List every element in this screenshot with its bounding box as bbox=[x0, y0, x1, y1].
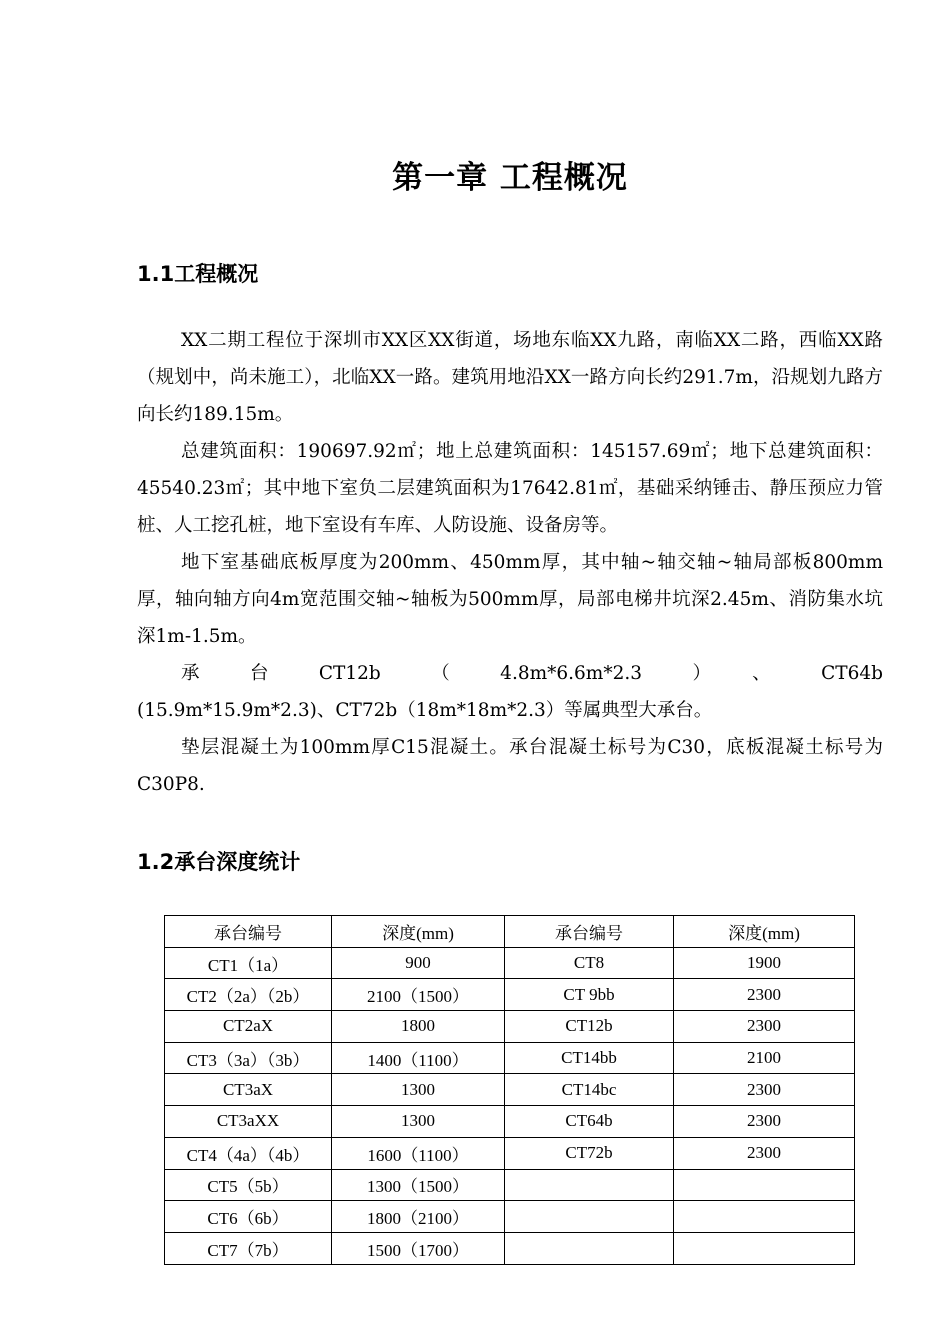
table-cell: CT5（5b） bbox=[165, 1169, 332, 1201]
table-cell bbox=[505, 1201, 674, 1233]
pile-cap-depth-table bbox=[164, 915, 855, 1265]
header-cap-id-right: 承台编号 bbox=[505, 916, 674, 948]
table-row bbox=[165, 947, 855, 979]
table-cell bbox=[505, 1232, 674, 1264]
table-cell: CT3（3a）（3b） bbox=[165, 1042, 332, 1074]
table-row bbox=[165, 979, 855, 1011]
table-cell: CT1（1a） bbox=[165, 947, 332, 979]
table-cell: CT14bb bbox=[505, 1042, 674, 1074]
table-cell: CT3aX bbox=[165, 1074, 332, 1106]
table-cell: CT64b bbox=[505, 1106, 674, 1138]
table-cell: CT 9bb bbox=[505, 979, 674, 1011]
table-row bbox=[165, 1169, 855, 1201]
table-cell: 2100 bbox=[674, 1042, 855, 1074]
header-depth-right: 深度(mm) bbox=[674, 916, 855, 948]
table-row bbox=[165, 1074, 855, 1106]
table-cell: 1300（1500） bbox=[332, 1169, 505, 1201]
table-row bbox=[165, 1201, 855, 1233]
table-row bbox=[165, 1232, 855, 1264]
header-cap-id-left: 承台编号 bbox=[165, 916, 332, 948]
table-row bbox=[165, 1106, 855, 1138]
table-header-row bbox=[165, 916, 855, 948]
paragraph-concrete: 垫层混凝土为100mm厚C15混凝土。承台混凝土标号为C30，底板混凝土标号为C30P8. bbox=[137, 737, 883, 795]
table-cell: CT7（7b） bbox=[165, 1232, 332, 1264]
paragraph-cap-line-1: 承台CT12b（4.8m*6.6m*2.3）、CT64b bbox=[181, 663, 883, 684]
table-cell: 2300 bbox=[674, 1106, 855, 1138]
section-heading-1-1: 1.1工程概况 bbox=[137, 262, 259, 286]
table-cell: 1400（1100） bbox=[332, 1042, 505, 1074]
chapter-title: 第一章 工程概况 bbox=[392, 160, 628, 196]
table-cell: 1500（1700） bbox=[332, 1232, 505, 1264]
table-cell: CT6（6b） bbox=[165, 1201, 332, 1233]
table-row bbox=[165, 1042, 855, 1074]
section-1-1-body bbox=[137, 322, 883, 803]
paragraph-cap-line-2: (15.9m*15.9m*2.3)、CT72b（18m*18m*2.3）等属典型大承台。 bbox=[137, 700, 713, 721]
table-cell: 900 bbox=[332, 947, 505, 979]
table-cell bbox=[674, 1232, 855, 1264]
table-cell: 2300 bbox=[674, 1011, 855, 1043]
table-cell: CT2（2a）（2b） bbox=[165, 979, 332, 1011]
paragraph-location: XX二期工程位于深圳市XX区XX街道，场地东临XX九路，南临XX二路，西临XX路（规划中，尚未施工），北临XX一路。建筑用地沿XX一路方向长约291.7m，沿规划九路方向长约189.15m。 bbox=[137, 330, 883, 425]
header-depth-left: 深度(mm) bbox=[332, 916, 505, 948]
table-cell: 1900 bbox=[674, 947, 855, 979]
table-cell: 1300 bbox=[332, 1074, 505, 1106]
table-cell: 2300 bbox=[674, 1074, 855, 1106]
table-cell: 2100（1500） bbox=[332, 979, 505, 1011]
table-cell: 1600（1100） bbox=[332, 1137, 505, 1169]
table-row bbox=[165, 1011, 855, 1043]
paragraph-foundation: 地下室基础底板厚度为200mm、450mm厚，其中轴~轴交轴~轴局部板800mm厚，轴向轴方向4m宽范围交轴~轴板为500mm厚，局部电梯井坑深2.45m、消防集水坑深1m-1.5m。 bbox=[137, 552, 883, 647]
table-cell: 1800（2100） bbox=[332, 1201, 505, 1233]
table-cell bbox=[674, 1169, 855, 1201]
table-cell: CT2aX bbox=[165, 1011, 332, 1043]
table-cell: 1300 bbox=[332, 1106, 505, 1138]
table-cell: 2300 bbox=[674, 1137, 855, 1169]
table-cell bbox=[505, 1169, 674, 1201]
table-cell: CT4（4a）（4b） bbox=[165, 1137, 332, 1169]
table-cell: 1800 bbox=[332, 1011, 505, 1043]
table-cell: CT72b bbox=[505, 1137, 674, 1169]
table-row bbox=[165, 1137, 855, 1169]
table-cell: 2300 bbox=[674, 979, 855, 1011]
table-cell: CT14bc bbox=[505, 1074, 674, 1106]
table-cell: CT3aXX bbox=[165, 1106, 332, 1138]
table-cell: CT8 bbox=[505, 947, 674, 979]
table-cell bbox=[674, 1201, 855, 1233]
table-cell: CT12b bbox=[505, 1011, 674, 1043]
section-heading-1-2: 1.2承台深度统计 bbox=[137, 850, 301, 874]
paragraph-area: 总建筑面积：190697.92㎡；地上总建筑面积：145157.69㎡；地下总建筑面积：45540.23㎡；其中地下室负二层建筑面积为17642.81㎡，基础采纳锤击、静压预应力管桩、人工挖孔桩，地下室设有车库、人防设施、设备房等。 bbox=[137, 441, 883, 536]
